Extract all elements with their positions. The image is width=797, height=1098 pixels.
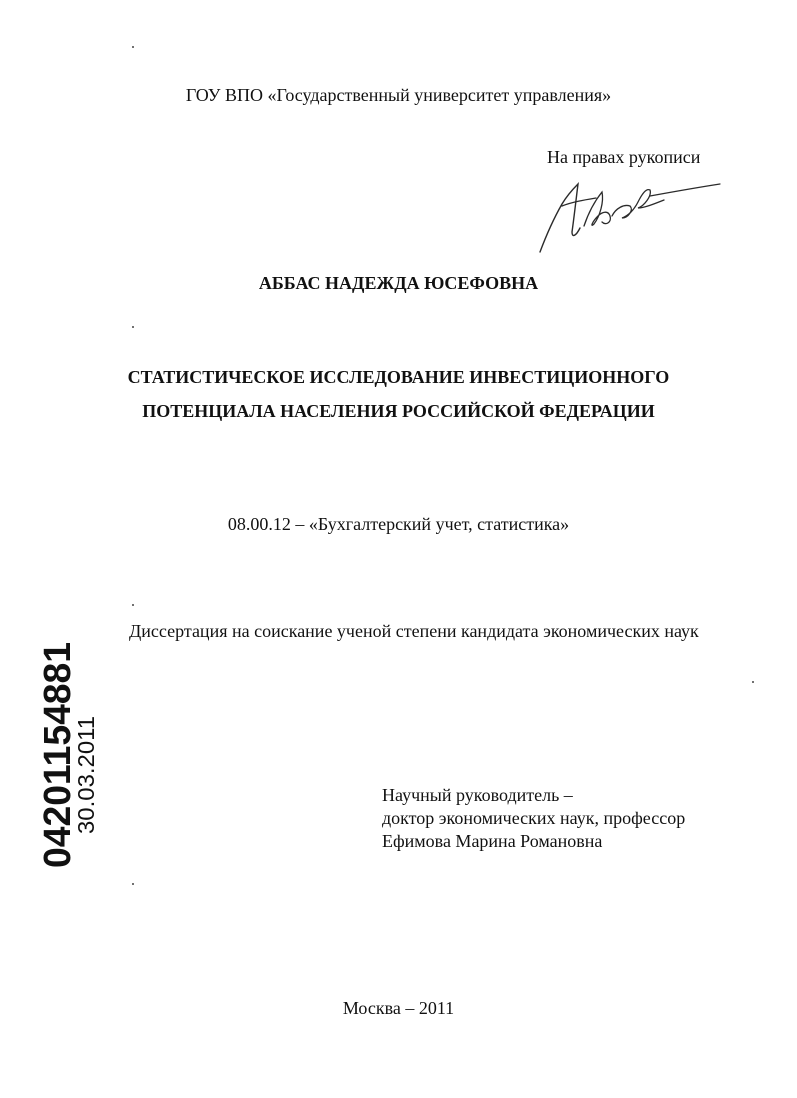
- thesis-title-line: ПОТЕНЦИАЛА НАСЕЛЕНИЯ РОССИЙСКОЙ ФЕДЕРАЦИИ: [142, 401, 655, 421]
- author-signature: [532, 166, 732, 258]
- scan-speck: [132, 46, 134, 48]
- degree-statement: Диссертация на соискание ученой степени кандидата экономических наук: [129, 621, 699, 641]
- thesis-title: [0, 360, 797, 428]
- city-year: Москва – 2011: [342, 998, 455, 1018]
- scientific-advisor: [382, 784, 685, 853]
- scan-speck: [132, 326, 134, 328]
- scan-speck: [132, 604, 134, 606]
- library-stamp: [0, 0, 110, 1098]
- stamp-number: 04201154881: [37, 637, 79, 868]
- advisor-role: Научный руководитель –: [382, 785, 573, 805]
- thesis-title-line: СТАТИСТИЧЕСКОЕ ИССЛЕДОВАНИЕ ИНВЕСТИЦИОННОГО: [127, 367, 670, 387]
- stamp-date: 30.03.2011: [73, 720, 99, 834]
- manuscript-rights: На правах рукописи: [547, 147, 701, 167]
- specialty-code: 08.00.12 – «Бухгалтерский учет, статистика»: [227, 514, 570, 534]
- institution-name: ГОУ ВПО «Государственный университет управления»: [185, 85, 612, 105]
- advisor-name: Ефимова Марина Романовна: [382, 831, 603, 851]
- author-name: АББАС НАДЕЖДА ЮСЕФОВНА: [258, 273, 539, 293]
- scan-speck: [132, 883, 134, 885]
- advisor-credentials: доктор экономических наук, профессор: [382, 808, 686, 828]
- scan-speck: [752, 681, 754, 683]
